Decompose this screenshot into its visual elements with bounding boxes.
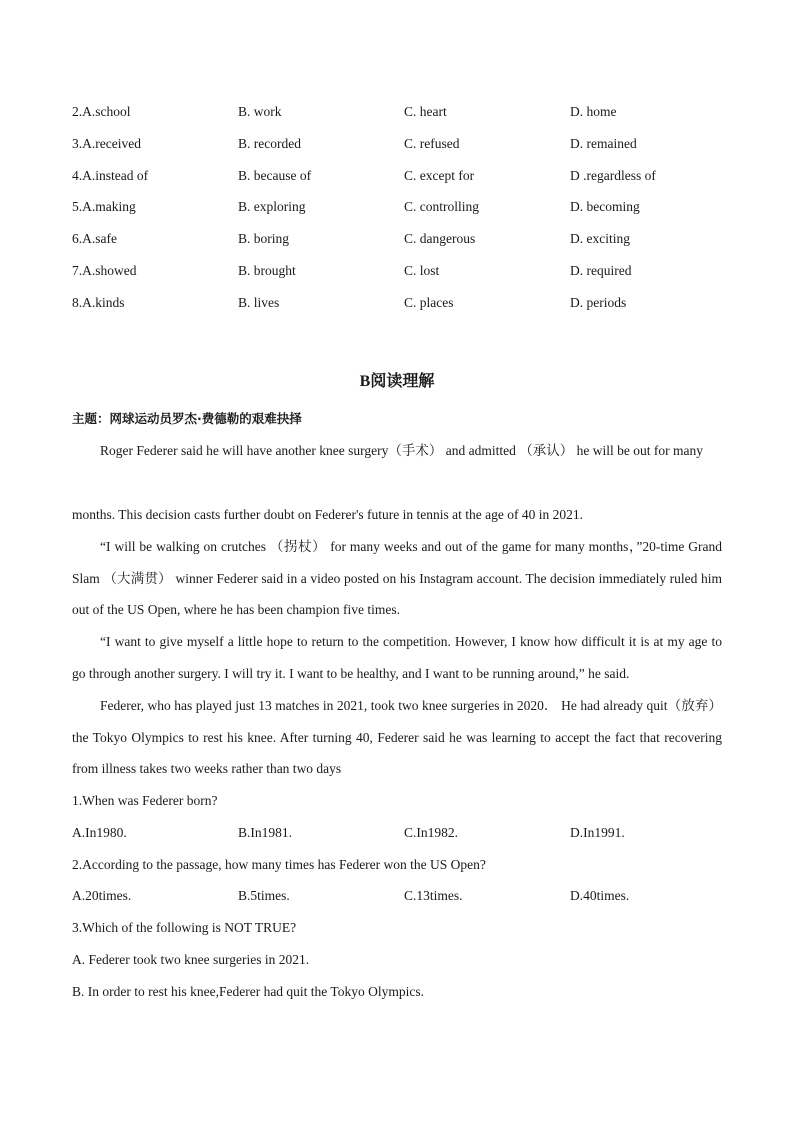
option-d: D. becoming <box>570 199 640 214</box>
option-row-8 <box>72 293 722 313</box>
option-d: D .regardless of <box>570 168 656 183</box>
option-a: 6.A.safe <box>72 231 117 246</box>
option-b: B. boring <box>238 231 290 246</box>
question-1-options <box>72 823 722 843</box>
question-3-option-b: B. In order to rest his knee,Federer had quit the Tokyo Olympics. <box>72 984 424 999</box>
option-row-3 <box>72 134 722 154</box>
option-b: B.5times. <box>238 888 290 903</box>
theme-heading: 主题：网球运动员罗杰·费德勒的艰难抉择 <box>72 411 302 426</box>
option-d: D. periods <box>570 295 627 310</box>
passage-paragraph-4: Federer, who has played just 13 matches in 2021, took two knee surgeries in 2020． He had already quit（放弃） the Tokyo Olympics to rest his knee. After turning 40, Federer said he was learning to accept the fact that recovering from illness takes two weeks rather than two days <box>72 698 722 777</box>
question-3-option-a: A. Federer took two knee surgeries in 2021. <box>72 952 310 967</box>
section-title: B阅读理解 <box>359 373 435 390</box>
option-c: C.In1982. <box>404 825 458 840</box>
option-d: D. exciting <box>570 231 630 246</box>
option-b: B. lives <box>238 295 280 310</box>
option-c: C. lost <box>404 263 440 278</box>
option-b: B. exploring <box>238 199 306 214</box>
option-a: 5.A.making <box>72 199 136 214</box>
option-c: C. heart <box>404 104 447 119</box>
option-a: 8.A.kinds <box>72 295 125 310</box>
question-2-options <box>72 886 722 906</box>
option-b: B.In1981. <box>238 825 292 840</box>
option-b: B. recorded <box>238 136 301 151</box>
option-a: 3.A.received <box>72 136 141 151</box>
option-a: 7.A.showed <box>72 263 137 278</box>
passage-paragraph-1-continued: months. This decision casts further doubt on Federer's future in tennis at the age of 40 in 2021. <box>72 507 583 522</box>
option-row-4 <box>72 166 722 186</box>
option-a: 2.A.school <box>72 104 131 119</box>
option-d: D. required <box>570 263 632 278</box>
option-c: C.13times. <box>404 888 463 903</box>
question-2: 2.According to the passage, how many times has Federer won the US Open? <box>72 857 486 872</box>
option-c: C. refused <box>404 136 460 151</box>
question-1: 1.When was Federer born? <box>72 793 218 808</box>
question-3: 3.Which of the following is NOT TRUE? <box>72 920 297 935</box>
option-d: D.40times. <box>570 888 630 903</box>
option-b: B. brought <box>238 263 296 278</box>
option-d: D.In1991. <box>570 825 625 840</box>
option-row-6 <box>72 229 722 249</box>
option-c: C. controlling <box>404 199 479 214</box>
passage-paragraph-3: “I want to give myself a little hope to return to the competition. However, I know how difficult it is at my age to go through another surgery. I will try it. I want to be healthy, and I want to be running around,” he said. <box>72 634 722 681</box>
option-a: A.In1980. <box>72 825 127 840</box>
option-c: C. except for <box>404 168 475 183</box>
option-row-2 <box>72 102 722 122</box>
option-c: C. places <box>404 295 454 310</box>
option-b: B. because of <box>238 168 312 183</box>
option-row-5 <box>72 197 722 217</box>
option-a: A.20times. <box>72 888 132 903</box>
passage-paragraph-2: “I will be walking on crutches （拐杖） for many weeks and out of the game for many months，”20-time Grand Slam （大满贯） winner Federer said in a video posted on his Instagram account. The decision immediately ruled him out of the US Open, where he has been champion five times. <box>72 539 722 618</box>
passage-paragraph-1: Roger Federer said he will have another knee surgery（手术） and admitted （承认） he will be out for many <box>100 443 703 458</box>
option-b: B. work <box>238 104 282 119</box>
option-d: D. home <box>570 104 617 119</box>
option-c: C. dangerous <box>404 231 476 246</box>
option-row-7 <box>72 261 722 281</box>
option-a: 4.A.instead of <box>72 168 149 183</box>
option-d: D. remained <box>570 136 637 151</box>
